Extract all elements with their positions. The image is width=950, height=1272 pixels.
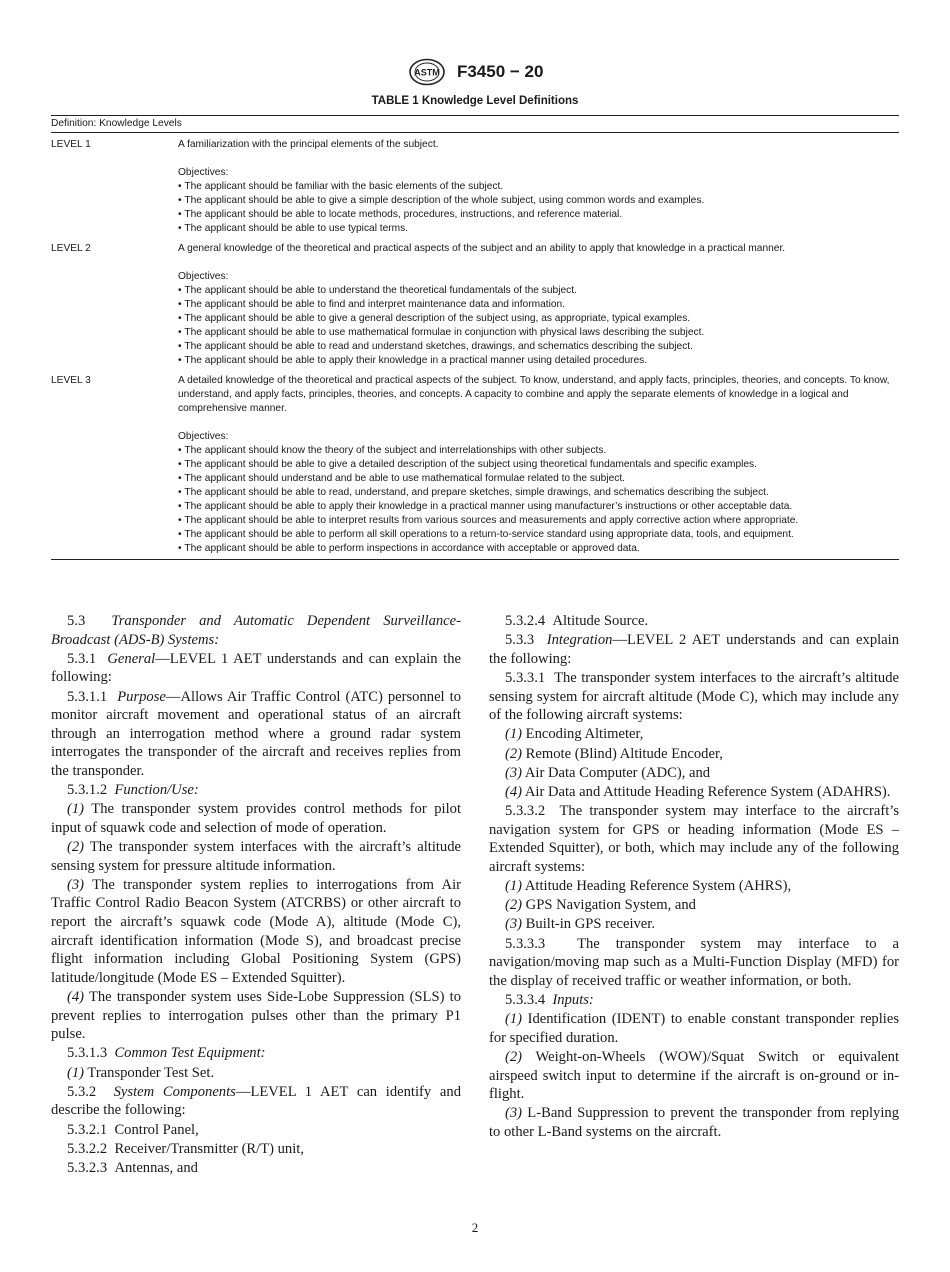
section-title: General <box>107 650 156 667</box>
body-paragraph <box>51 688 461 781</box>
section-title: (1) <box>505 726 523 743</box>
body-paragraph <box>489 1104 899 1141</box>
objective-item: • The applicant should be able to perform inspections in accordance with acceptable or approved data. <box>178 542 899 556</box>
body-paragraph <box>489 612 899 631</box>
section-number: 5.3.1 <box>67 650 97 667</box>
section-number: 5.3.3.3 <box>505 935 546 952</box>
body-paragraph <box>489 935 899 991</box>
astm-logo-icon <box>407 58 447 86</box>
body-paragraph <box>489 745 899 764</box>
body-paragraph <box>51 838 461 875</box>
section-title: Function/Use: <box>114 782 199 799</box>
section-text: —LEVEL 1 AET can identify and describe the following: <box>51 1083 461 1119</box>
body-paragraph <box>489 764 899 783</box>
objective-item: • The applicant should be able to apply their knowledge in a practical manner using manufacturer’s instructions or other acceptable data. <box>178 500 899 514</box>
astm-logo-text: ASTM <box>413 67 440 78</box>
objective-item: • The applicant should be familiar with the basic elements of the subject. <box>178 180 899 194</box>
section-title: (2) <box>505 745 523 762</box>
body-paragraph <box>51 1159 461 1178</box>
section-text: Transponder Test Set. <box>84 1064 215 1081</box>
body-paragraph <box>489 631 899 668</box>
section-title: (1) <box>505 878 523 895</box>
section-text: Built-in GPS receiver. <box>522 916 655 933</box>
section-title: System Components <box>113 1083 236 1100</box>
body-paragraph <box>51 1140 461 1159</box>
objective-item: • The applicant should be able to locate methods, procedures, instructions, and reference material. <box>178 208 899 222</box>
section-number: 5.3.2.2 <box>67 1140 108 1157</box>
section-number: 5.3.3.1 <box>505 669 546 686</box>
objectives-label: Objectives: <box>178 271 229 282</box>
document-header <box>0 58 950 86</box>
section-number: 5.3.1.1 <box>67 688 108 705</box>
body-paragraph <box>51 988 461 1044</box>
level-label: LEVEL 2 <box>51 243 91 254</box>
section-text: —LEVEL 2 AET understands and can explain the following: <box>489 632 899 667</box>
body-paragraph <box>489 783 899 802</box>
objective-item: • The applicant should be able to read and understand sketches, drawings, and schematics describing the subject. <box>178 340 899 354</box>
section-title: (3) <box>505 916 523 933</box>
section-title: (1) <box>67 801 85 818</box>
section-title: (2) <box>67 839 85 856</box>
section-number: 5.3.3.4 <box>505 992 546 1008</box>
section-number: 5.3.3 <box>505 632 535 649</box>
body-paragraph <box>489 1010 899 1047</box>
section-text: The transponder system interfaces to the aircraft’s altitude sensing system for aircraft altitude (Mode C), which may include any of the following aircraft systems: <box>489 669 899 724</box>
objective-item: • The applicant should be able to give a simple description of the whole subject, using common words and examples. <box>178 194 899 208</box>
objective-item: • The applicant should be able to give a general description of the subject using, as appropriate, typical examples. <box>178 312 899 326</box>
section-text: L-Band Suppression to prevent the transponder from replying to other L-Band systems on the aircraft. <box>489 1105 899 1140</box>
objectives-label: Objectives: <box>178 167 229 178</box>
objective-item: • The applicant should know the theory of the subject and interrelationships with other subjects. <box>178 444 899 458</box>
section-text: Control Panel, <box>114 1121 199 1138</box>
section-title: (3) <box>505 1105 523 1122</box>
section-number: 5.3 <box>67 613 86 629</box>
table-bottom-rule <box>51 559 899 560</box>
section-title: (4) <box>67 989 85 1006</box>
section-title: Integration <box>546 632 613 649</box>
objective-item: • The applicant should be able to apply their knowledge in a practical manner using detailed procedures. <box>178 354 899 368</box>
section-text: —Allows Air Traffic Control (ATC) personnel to monitor aircraft movement and operational status of an aircraft through an interrogation method where a ground radar system interrogates the transponder of the aircraft and receives replies from the transponder. <box>51 688 461 779</box>
section-number: 5.3.3.2 <box>505 803 546 820</box>
level-label: LEVEL 1 <box>51 139 91 150</box>
table-row <box>51 374 899 556</box>
section-text: The transponder system may interface to the aircraft’s navigation system for GPS or heading information (Mode ES – Extended Squitter), or both, which may include any of the following aircraft systems: <box>489 803 899 875</box>
section-text: Receiver/Transmitter (R/T) unit, <box>114 1140 304 1157</box>
table-header: Definition: Knowledge Levels <box>51 116 899 133</box>
objective-item: • The applicant should be able to use typical terms. <box>178 222 899 236</box>
objective-item: • The applicant should be able to understand the theoretical fundamentals of the subject. <box>178 284 899 298</box>
level-label: LEVEL 3 <box>51 375 91 386</box>
objective-item: • The applicant should understand and be able to use mathematical formulae related to the subject. <box>178 472 899 486</box>
section-text: Antennas, and <box>114 1159 198 1176</box>
section-text: GPS Navigation System, and <box>522 897 696 914</box>
section-text: —LEVEL 1 AET understands and can explain the following: <box>51 650 462 686</box>
section-title: Inputs: <box>552 992 594 1008</box>
objective-item: • The applicant should be able to find and interpret maintenance data and information. <box>178 298 899 312</box>
objective-item: • The applicant should be able to interpret results from various sources and measurements and apply corrective action where appropriate. <box>178 514 899 528</box>
section-title: (2) <box>505 897 523 914</box>
body-column-right <box>489 612 899 1142</box>
section-text: The transponder system provides control methods for pilot input of squawk code and selection of mode of operation. <box>51 801 461 836</box>
level-description: A detailed knowledge of the theoretical and practical aspects of the subject. To know, understand, and apply facts, principles, theories, and concepts. To know, understand, and apply facts, principles, theories, and concepts. A capacity to combine and apply the separate elements of knowledge in a logical and comprehensive manner. <box>178 375 890 414</box>
section-text: The transponder system may interface to a navigation/moving map such as a Multi-Function Display (MFD) for the display of received traffic or weather information, or both. <box>489 935 899 989</box>
section-number: 5.3.1.3 <box>67 1045 108 1062</box>
body-paragraph <box>51 800 461 837</box>
section-text: Encoding Altimeter, <box>522 726 644 743</box>
body-paragraph <box>489 896 899 915</box>
body-paragraph <box>51 1121 461 1140</box>
body-paragraph <box>489 915 899 934</box>
objective-item: • The applicant should be able to give a detailed description of the subject using theoretical fundamentals and specific examples. <box>178 458 899 472</box>
body-paragraph <box>489 1048 899 1104</box>
section-number: 5.3.1.2 <box>67 782 108 799</box>
body-paragraph <box>51 781 461 800</box>
section-text: Remote (Blind) Altitude Encoder, <box>522 745 723 762</box>
table-row <box>51 138 899 236</box>
body-paragraph <box>489 877 899 896</box>
document-designation: F3450 − 20 <box>456 62 544 81</box>
body-paragraph <box>51 1064 461 1083</box>
section-title: Purpose <box>117 688 166 705</box>
knowledge-level-table <box>51 115 899 560</box>
level-definition <box>178 374 899 556</box>
section-number: 5.3.2.4 <box>505 613 546 629</box>
section-text: The transponder system replies to interrogations from Air Traffic Control Radio Beacon System (ATCRBS) or other aircraft to report the aircraft’s squawk code (Mode A), altitude (Mode C), aircraft identification information (Mode S), and broadcast precise flight information including Global Positioning System (GPS) latitude/longitude (Mode ES – Extended Squitter). <box>51 876 461 986</box>
body-paragraph <box>51 1044 461 1063</box>
objectives-label: Objectives: <box>178 431 229 442</box>
section-number: 5.3.2 <box>67 1083 97 1100</box>
section-title: (3) <box>505 764 523 781</box>
body-paragraph <box>51 650 461 687</box>
objective-item: • The applicant should be able to read, understand, and prepare sketches, simple drawings, and schematics describing the subject. <box>178 486 899 500</box>
level-definition <box>178 138 899 236</box>
section-text: The transponder system uses Side-Lobe Suppression (SLS) to prevent replies to interrogation pulses other than the primary P1 pulse. <box>51 989 461 1043</box>
section-number: 5.3.2.1 <box>67 1121 108 1138</box>
level-definition <box>178 242 899 368</box>
section-title: Transponder and Automatic Dependent Surveillance-Broadcast (ADS-B) Systems: <box>51 613 461 648</box>
body-paragraph <box>51 876 461 988</box>
section-text: Weight-on-Wheels (WOW)/Squat Switch or equivalent airspeed switch input to determine if the aircraft is on-ground or in-flight. <box>489 1048 899 1103</box>
level-description: A familiarization with the principal elements of the subject. <box>178 139 439 150</box>
section-title: (3) <box>67 876 85 893</box>
section-number: 5.3.2.3 <box>67 1159 108 1176</box>
body-paragraph <box>489 991 899 1010</box>
objective-item: • The applicant should be able to perform all skill operations to a return-to-service standard using appropriate data, tools, and equipment. <box>178 528 899 542</box>
table-title: TABLE 1 Knowledge Level Definitions <box>371 95 579 107</box>
section-text: Air Data and Attitude Heading Reference System (ADAHRS). <box>522 783 891 800</box>
section-title: (2) <box>505 1048 523 1065</box>
body-column-left <box>51 612 461 1178</box>
objective-item: • The applicant should be able to use mathematical formulae in conjunction with physical laws describing the subject. <box>178 326 899 340</box>
page-number: 2 <box>471 1220 479 1235</box>
table-body <box>51 138 899 556</box>
level-description: A general knowledge of the theoretical and practical aspects of the subject and an ability to apply that knowledge in a practical manner. <box>178 243 786 254</box>
body-paragraph <box>489 725 899 744</box>
section-text: Identification (IDENT) to enable constant transponder replies for specified duration. <box>489 1011 899 1046</box>
body-paragraph <box>489 669 899 725</box>
section-text: The transponder system interfaces with the aircraft’s altitude sensing system for pressure altitude information. <box>51 839 461 874</box>
section-text: Altitude Source. <box>552 613 649 629</box>
section-text: Air Data Computer (ADC), and <box>522 764 711 781</box>
table-row <box>51 242 899 368</box>
body-paragraph <box>51 1083 461 1120</box>
body-paragraph <box>489 802 899 876</box>
section-title: (4) <box>505 783 523 800</box>
section-title: (1) <box>67 1064 85 1081</box>
body-paragraph <box>51 612 461 649</box>
section-text: Attitude Heading Reference System (AHRS), <box>522 878 792 895</box>
section-title: (1) <box>505 1011 523 1028</box>
section-title: Common Test Equipment: <box>114 1045 266 1062</box>
